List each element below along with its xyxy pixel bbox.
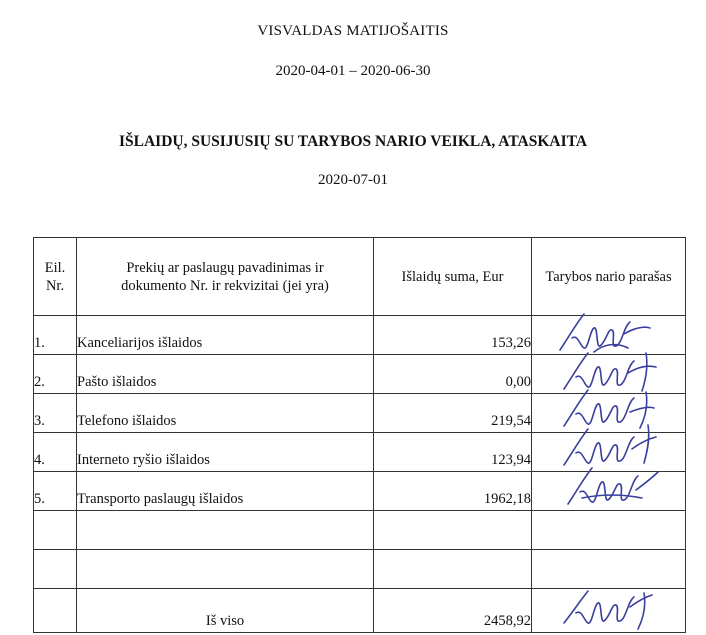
total-signature [532, 589, 686, 633]
total-sum: 2458,92 [374, 589, 532, 633]
row-signature [532, 433, 686, 472]
row-name: Kanceliarijos išlaidos [77, 316, 374, 355]
row-sum: 1962,18 [374, 472, 532, 511]
row-sum: 153,26 [374, 316, 532, 355]
total-label: Iš viso [77, 589, 374, 633]
row-sum: 219,54 [374, 394, 532, 433]
signature-image [558, 583, 658, 633]
report-date: 2020-07-01 [318, 172, 388, 188]
row-num: 3. [34, 394, 77, 433]
row-num: 1. [34, 316, 77, 355]
header-signature: Tarybos nario parašas [532, 238, 686, 316]
row-name: Transporto paslaugų išlaidos [77, 472, 374, 511]
header-name-line1: Prekių ar paslaugų pavadinimas ir [126, 259, 324, 276]
row-signature [532, 316, 686, 355]
row-signature [532, 511, 686, 550]
row-signature [532, 355, 686, 394]
table-row [34, 355, 686, 394]
header-num-line2: Nr. [45, 277, 65, 294]
header-name-line2: dokumento Nr. ir rekvizitai (jei yra) [121, 277, 329, 294]
table-row [34, 394, 686, 433]
row-name [77, 550, 374, 589]
report-period: 2020-04-01 – 2020-06-30 [275, 63, 431, 79]
total-num [34, 589, 77, 633]
row-num [34, 550, 77, 589]
table-header-row [34, 238, 686, 316]
header-name [77, 238, 374, 316]
row-sum [374, 550, 532, 589]
table-row [34, 433, 686, 472]
row-sum: 0,00 [374, 355, 532, 394]
expense-table [33, 237, 686, 633]
row-sum [374, 511, 532, 550]
row-name: Pašto išlaidos [77, 355, 374, 394]
report-title: IŠLAIDŲ, SUSIJUSIŲ SU TARYBOS NARIO VEIKLA, ATASKAITA [118, 133, 588, 150]
row-signature [532, 550, 686, 589]
header-sum: Išlaidų suma, Eur [374, 238, 532, 316]
person-name: VISVALDAS MATIJOŠAITIS [257, 23, 449, 39]
signature-image [554, 308, 654, 358]
row-name: Interneto ryšio išlaidos [77, 433, 374, 472]
table-row [34, 472, 686, 511]
table-row [34, 550, 686, 589]
row-sum: 123,94 [374, 433, 532, 472]
row-num: 5. [34, 472, 77, 511]
total-row [34, 589, 686, 633]
table-row [34, 511, 686, 550]
row-name: Telefono išlaidos [77, 394, 374, 433]
header-num [34, 238, 77, 316]
table-row [34, 316, 686, 355]
row-num: 2. [34, 355, 77, 394]
row-num: 4. [34, 433, 77, 472]
header-num-line1: Eil. [44, 259, 66, 276]
row-signature [532, 394, 686, 433]
row-num [34, 511, 77, 550]
row-name [77, 511, 374, 550]
row-signature [532, 472, 686, 511]
